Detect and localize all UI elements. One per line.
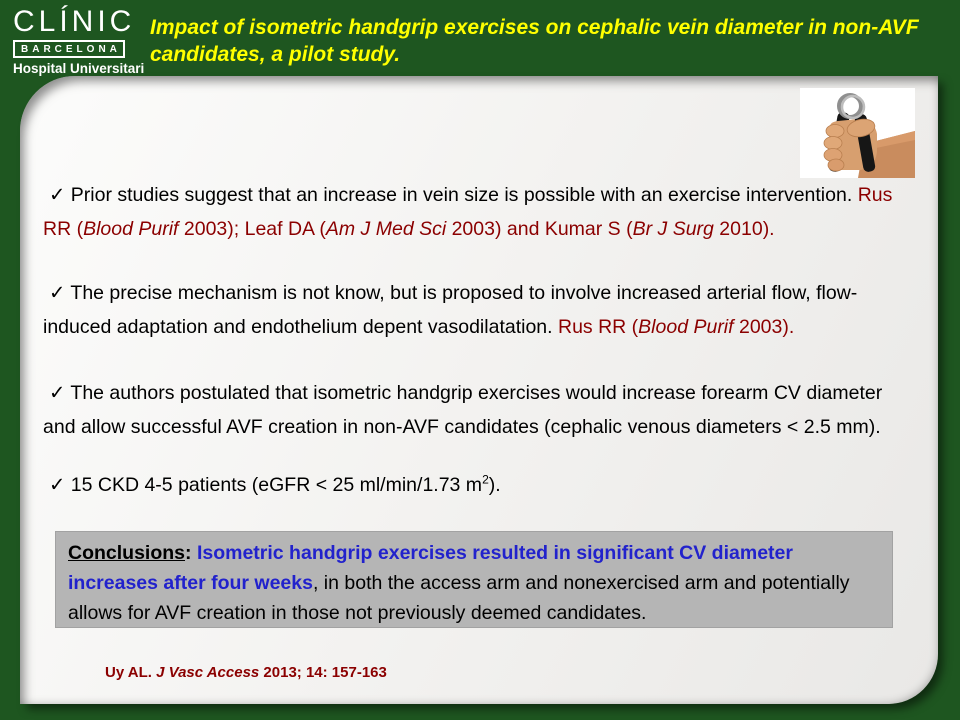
reference-citation: Uy AL. J Vasc Access 2013; 14: 157-163 [105, 664, 387, 681]
logo-barcelona-badge: BARCELONA [13, 40, 125, 58]
handgrip-photo [800, 88, 915, 178]
handgrip-icon [800, 88, 915, 178]
logo-subtitle: Hospital Universitari [13, 61, 145, 76]
hospital-logo [13, 6, 144, 76]
slide-title: Impact of isometric handgrip exercises on cephalic vein diameter in non-AVF candidates, a pilot study. [150, 16, 919, 66]
bullet-mechanism: ✓ The precise mechanism is not know, but is proposed to involve increased arterial flow, flow-induced adaptation and endothelium depent vasodilatation. Rus RR (Blood Purif 2003). [43, 282, 858, 338]
bullet-patients: ✓ 15 CKD 4-5 patients (eGFR < 25 ml/min/1.73 $m^2$). [49, 472, 501, 496]
bullet-hypothesis: ✓ The authors postulated that isometric handgrip exercises would increase forearm CV diameter and allow successful AVF creation in non-AVF candidates (cephalic venous diameters < 2.5 mm). [43, 382, 883, 438]
bullet-prior-studies: ✓ Prior studies suggest that an increase in vein size is possible with an exercise intervention. Rus RR (Blood Purif 2003); Leaf DA (Am J Med Sci 2003) and Kumar S (Br J Surg 2010). [43, 184, 893, 240]
logo-clinic-text: CLÍNIC [13, 5, 136, 38]
conclusions-box: Conclusions: Isometric handgrip exercises resulted in significant CV diameter increases after four weeks, in both the access arm and nonexercised arm and potentially allows for AVF creation in those not previously deemed candidates. [55, 531, 893, 628]
